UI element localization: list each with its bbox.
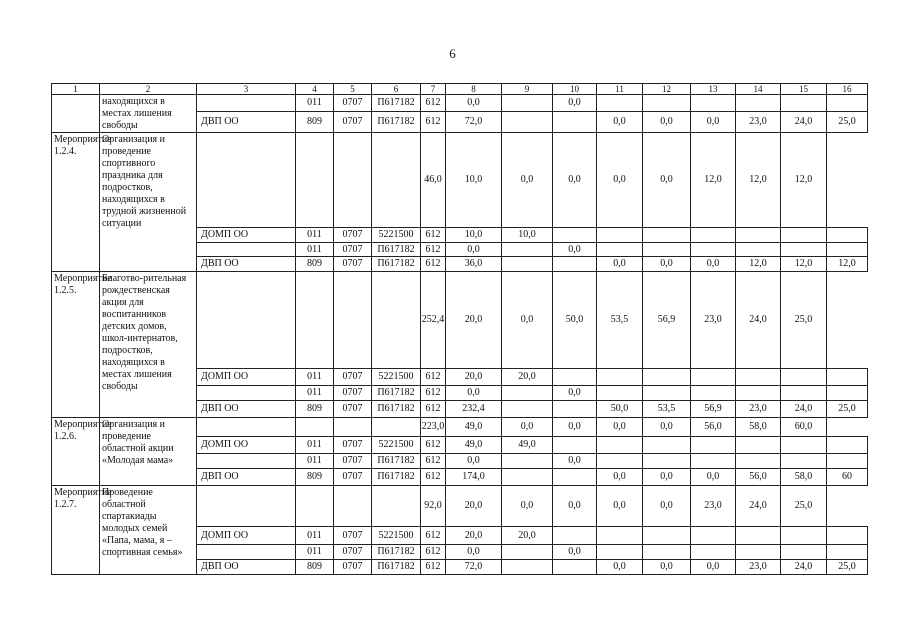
fund-cell: ДВП ОО — [197, 257, 296, 272]
value-cell: 011 — [296, 545, 334, 560]
value-cell — [691, 437, 736, 454]
value-cell: П617182 — [372, 95, 421, 112]
value-cell — [691, 545, 736, 560]
total-value-cell: 0,0 — [597, 133, 643, 228]
value-cell: 36,0 — [446, 257, 502, 272]
total-value-cell: 53,5 — [597, 272, 643, 369]
value-cell — [691, 228, 736, 243]
value-cell: 0,0 — [553, 386, 597, 401]
table-row — [52, 272, 868, 369]
value-cell: 12,0 — [827, 257, 868, 272]
value-cell — [781, 437, 827, 454]
value-cell: П617182 — [372, 111, 421, 132]
value-cell: 49,0 — [446, 437, 502, 454]
total-value-cell — [296, 272, 334, 369]
value-cell: 809 — [296, 469, 334, 486]
value-cell — [643, 228, 691, 243]
total-value-cell: 252,4 — [421, 272, 446, 369]
total-value-cell — [197, 486, 296, 527]
value-cell: 56,9 — [691, 401, 736, 418]
value-cell — [691, 527, 736, 545]
column-number-header: 10 — [553, 84, 597, 95]
column-number-header: 15 — [781, 84, 827, 95]
value-cell: 25,0 — [827, 401, 868, 418]
column-number-header: 4 — [296, 84, 334, 95]
value-cell: 10,0 — [446, 228, 502, 243]
value-cell — [827, 437, 868, 454]
value-cell: П617182 — [372, 401, 421, 418]
value-cell: 0,0 — [553, 454, 597, 469]
total-value-cell: 12,0 — [736, 133, 781, 228]
value-cell: П617182 — [372, 560, 421, 575]
total-value-cell: 0,0 — [643, 486, 691, 527]
total-value-cell: 92,0 — [421, 486, 446, 527]
value-cell — [691, 369, 736, 386]
value-cell: 174,0 — [446, 469, 502, 486]
value-cell: 612 — [421, 469, 446, 486]
column-number-header: 12 — [643, 84, 691, 95]
value-cell: 612 — [421, 228, 446, 243]
value-cell: 612 — [421, 527, 446, 545]
value-cell — [597, 243, 643, 257]
value-cell: 612 — [421, 386, 446, 401]
total-value-cell: 56,0 — [691, 418, 736, 437]
value-cell: 0,0 — [446, 454, 502, 469]
value-cell — [736, 243, 781, 257]
value-cell — [597, 545, 643, 560]
value-cell: П617182 — [372, 386, 421, 401]
value-cell: 011 — [296, 369, 334, 386]
event-label-cell: Мероприятие 1.2.5. — [52, 272, 100, 418]
value-cell: 612 — [421, 369, 446, 386]
value-cell: 20,0 — [446, 527, 502, 545]
value-cell — [643, 527, 691, 545]
total-value-cell: 23,0 — [691, 272, 736, 369]
value-cell: 0,0 — [446, 243, 502, 257]
total-value-cell: 0,0 — [553, 418, 597, 437]
value-cell: 5221500 — [372, 228, 421, 243]
value-cell — [781, 228, 827, 243]
value-cell — [827, 369, 868, 386]
value-cell — [643, 243, 691, 257]
value-cell — [643, 545, 691, 560]
event-label-cell: Мероприятие 1.2.4. — [52, 133, 100, 272]
total-value-cell: 0,0 — [502, 486, 553, 527]
event-label-cell: Мероприятие 1.2.6. — [52, 418, 100, 486]
value-cell: 60 — [827, 469, 868, 486]
value-cell — [553, 437, 597, 454]
value-cell: 011 — [296, 437, 334, 454]
column-number-header: 16 — [827, 84, 868, 95]
total-value-cell — [296, 133, 334, 228]
total-value-cell: 50,0 — [553, 272, 597, 369]
value-cell — [781, 454, 827, 469]
value-cell: 0,0 — [691, 469, 736, 486]
value-cell: 0,0 — [643, 469, 691, 486]
event-name-cell: Организация и проведение областной акции «Молодая мама» — [100, 418, 197, 486]
value-cell — [502, 469, 553, 486]
fund-cell: ДВП ОО — [197, 401, 296, 418]
column-number-header: 14 — [736, 84, 781, 95]
value-cell: 50,0 — [597, 401, 643, 418]
value-cell: 0707 — [334, 95, 372, 112]
event-name-cell: Благотво-рительная рождественская акция для воспитанников детских домов, школ-интернатов, подростков, находящихся в местах лишения свободы — [100, 272, 197, 418]
value-cell: 011 — [296, 386, 334, 401]
value-cell: 612 — [421, 401, 446, 418]
value-cell: 72,0 — [446, 111, 502, 132]
value-cell: 0707 — [334, 437, 372, 454]
value-cell: 58,0 — [781, 469, 827, 486]
event-label-cell: Мероприятие 1.2.7. — [52, 486, 100, 575]
value-cell: 0,0 — [691, 257, 736, 272]
value-cell: 0,0 — [597, 560, 643, 575]
value-cell: 0707 — [334, 386, 372, 401]
value-cell — [502, 560, 553, 575]
total-value-cell — [334, 486, 372, 527]
value-cell — [597, 369, 643, 386]
fund-cell: ДОМП ОО — [197, 437, 296, 454]
total-value-cell: 0,0 — [597, 486, 643, 527]
column-number-header: 9 — [502, 84, 553, 95]
total-value-cell — [197, 133, 296, 228]
value-cell: 53,5 — [643, 401, 691, 418]
event-name-cell: Организация и проведение спортивного праздника для подростков, находящихся в трудной жизненной ситуации — [100, 133, 197, 272]
value-cell: 0707 — [334, 111, 372, 132]
total-value-cell — [296, 418, 334, 437]
value-cell: 0,0 — [691, 111, 736, 132]
value-cell: 0707 — [334, 228, 372, 243]
column-number-header: 13 — [691, 84, 736, 95]
value-cell: 612 — [421, 243, 446, 257]
fund-cell: ДВП ОО — [197, 111, 296, 132]
value-cell: 0707 — [334, 545, 372, 560]
total-value-cell: 0,0 — [553, 133, 597, 228]
total-value-cell: 58,0 — [736, 418, 781, 437]
value-cell: 0,0 — [553, 95, 597, 112]
value-cell: 0707 — [334, 369, 372, 386]
value-cell — [643, 95, 691, 112]
event-label-cell — [52, 95, 100, 133]
total-value-cell: 60,0 — [781, 418, 827, 437]
table-row — [52, 418, 868, 437]
total-value-cell: 12,0 — [781, 133, 827, 228]
table-row — [52, 84, 868, 95]
value-cell — [827, 95, 868, 112]
value-cell — [691, 386, 736, 401]
value-cell: 612 — [421, 454, 446, 469]
value-cell — [597, 454, 643, 469]
total-value-cell: 12,0 — [691, 133, 736, 228]
total-value-cell: 0,0 — [502, 418, 553, 437]
value-cell: 25,0 — [827, 111, 868, 132]
total-value-cell — [197, 418, 296, 437]
value-cell: 809 — [296, 560, 334, 575]
value-cell: 10,0 — [502, 228, 553, 243]
value-cell: 0,0 — [446, 545, 502, 560]
value-cell — [553, 228, 597, 243]
value-cell: 612 — [421, 560, 446, 575]
value-cell: 24,0 — [781, 560, 827, 575]
value-cell: 23,0 — [736, 111, 781, 132]
value-cell — [781, 386, 827, 401]
column-number-header: 5 — [334, 84, 372, 95]
value-cell — [553, 560, 597, 575]
value-cell — [643, 454, 691, 469]
value-cell: 0,0 — [597, 469, 643, 486]
total-value-cell: 56,9 — [643, 272, 691, 369]
value-cell: 612 — [421, 111, 446, 132]
budget-table — [51, 83, 868, 575]
value-cell — [553, 111, 597, 132]
event-name-cell: находящихся в местах лишения свободы — [100, 95, 197, 133]
value-cell — [597, 95, 643, 112]
value-cell — [553, 369, 597, 386]
value-cell: 5221500 — [372, 369, 421, 386]
total-value-cell — [296, 486, 334, 527]
value-cell: 011 — [296, 243, 334, 257]
value-cell: 20,0 — [446, 369, 502, 386]
value-cell: 809 — [296, 257, 334, 272]
value-cell — [827, 228, 868, 243]
total-value-cell — [334, 133, 372, 228]
value-cell — [736, 527, 781, 545]
total-value-cell — [372, 272, 421, 369]
total-value-cell — [334, 272, 372, 369]
value-cell: 24,0 — [781, 401, 827, 418]
value-cell — [736, 369, 781, 386]
value-cell — [502, 257, 553, 272]
value-cell: 011 — [296, 454, 334, 469]
fund-cell — [197, 454, 296, 469]
total-value-cell — [334, 418, 372, 437]
table-row — [52, 486, 868, 527]
total-value-cell: 0,0 — [643, 418, 691, 437]
value-cell: 0707 — [334, 454, 372, 469]
value-cell — [827, 527, 868, 545]
total-value-cell: 0,0 — [597, 418, 643, 437]
value-cell: 49,0 — [502, 437, 553, 454]
value-cell — [736, 228, 781, 243]
value-cell: 0,0 — [553, 243, 597, 257]
value-cell: П617182 — [372, 257, 421, 272]
total-value-cell — [197, 272, 296, 369]
value-cell — [502, 386, 553, 401]
value-cell: 0707 — [334, 469, 372, 486]
value-cell: 5221500 — [372, 437, 421, 454]
total-value-cell: 24,0 — [736, 272, 781, 369]
value-cell — [827, 454, 868, 469]
value-cell — [502, 545, 553, 560]
value-cell: 12,0 — [781, 257, 827, 272]
value-cell: П617182 — [372, 454, 421, 469]
column-number-header: 6 — [372, 84, 421, 95]
value-cell — [736, 545, 781, 560]
fund-cell — [197, 545, 296, 560]
column-number-header: 3 — [197, 84, 296, 95]
total-value-cell: 223,0 — [421, 418, 446, 437]
value-cell — [781, 243, 827, 257]
value-cell — [553, 257, 597, 272]
table-row — [52, 95, 868, 112]
value-cell: 011 — [296, 527, 334, 545]
value-cell: 0,0 — [446, 95, 502, 112]
value-cell: 612 — [421, 437, 446, 454]
value-cell: 0707 — [334, 243, 372, 257]
total-value-cell — [372, 133, 421, 228]
page-number: 6 — [449, 46, 456, 61]
value-cell: 011 — [296, 95, 334, 112]
fund-cell: ДВП ОО — [197, 469, 296, 486]
total-value-cell — [372, 418, 421, 437]
value-cell: 612 — [421, 95, 446, 112]
value-cell: 232,4 — [446, 401, 502, 418]
value-cell: 25,0 — [827, 560, 868, 575]
value-cell: 5221500 — [372, 527, 421, 545]
value-cell — [502, 243, 553, 257]
value-cell — [643, 369, 691, 386]
value-cell — [691, 95, 736, 112]
value-cell — [736, 95, 781, 112]
value-cell: 0707 — [334, 257, 372, 272]
fund-cell: ДОМП ОО — [197, 228, 296, 243]
value-cell: 20,0 — [502, 369, 553, 386]
value-cell: 20,0 — [502, 527, 553, 545]
value-cell: 0,0 — [643, 257, 691, 272]
fund-cell: ДВП ОО — [197, 560, 296, 575]
total-value-cell: 10,0 — [446, 133, 502, 228]
value-cell: 0,0 — [597, 257, 643, 272]
fund-cell — [197, 243, 296, 257]
value-cell — [781, 369, 827, 386]
value-cell: 612 — [421, 257, 446, 272]
value-cell: 0707 — [334, 527, 372, 545]
table-row — [52, 133, 868, 228]
value-cell — [691, 243, 736, 257]
total-value-cell: 0,0 — [643, 133, 691, 228]
value-cell: 0,0 — [446, 386, 502, 401]
total-value-cell: 46,0 — [421, 133, 446, 228]
value-cell — [827, 545, 868, 560]
value-cell: 0,0 — [643, 560, 691, 575]
value-cell: 12,0 — [736, 257, 781, 272]
total-value-cell: 0,0 — [502, 272, 553, 369]
value-cell — [827, 386, 868, 401]
total-value-cell — [372, 486, 421, 527]
value-cell — [553, 527, 597, 545]
value-cell — [502, 454, 553, 469]
value-cell — [643, 437, 691, 454]
value-cell — [643, 386, 691, 401]
value-cell — [597, 527, 643, 545]
value-cell — [597, 228, 643, 243]
value-cell — [502, 95, 553, 112]
value-cell — [781, 527, 827, 545]
value-cell: 23,0 — [736, 560, 781, 575]
total-value-cell: 25,0 — [781, 272, 827, 369]
value-cell: 23,0 — [736, 401, 781, 418]
value-cell — [553, 401, 597, 418]
event-name-cell: Проведение областной спартакиады молодых семей «Папа, мама, я – спортивная семья» — [100, 486, 197, 575]
total-value-cell: 49,0 — [446, 418, 502, 437]
value-cell — [597, 437, 643, 454]
total-value-cell: 20,0 — [446, 272, 502, 369]
total-value-cell: 0,0 — [502, 133, 553, 228]
value-cell — [736, 386, 781, 401]
total-value-cell: 23,0 — [691, 486, 736, 527]
column-number-header: 11 — [597, 84, 643, 95]
value-cell: 0,0 — [691, 560, 736, 575]
value-cell — [502, 111, 553, 132]
value-cell: 0707 — [334, 401, 372, 418]
value-cell: 809 — [296, 401, 334, 418]
fund-cell — [197, 95, 296, 112]
value-cell: 0,0 — [597, 111, 643, 132]
total-value-cell: 24,0 — [736, 486, 781, 527]
column-number-header: 8 — [446, 84, 502, 95]
fund-cell: ДОМП ОО — [197, 527, 296, 545]
column-number-header: 2 — [100, 84, 197, 95]
total-value-cell: 20,0 — [446, 486, 502, 527]
value-cell — [691, 454, 736, 469]
fund-cell — [197, 386, 296, 401]
column-number-header: 7 — [421, 84, 446, 95]
value-cell: 0,0 — [643, 111, 691, 132]
value-cell: П617182 — [372, 243, 421, 257]
total-value-cell: 0,0 — [553, 486, 597, 527]
value-cell: 24,0 — [781, 111, 827, 132]
fund-cell: ДОМП ОО — [197, 369, 296, 386]
total-value-cell: 25,0 — [781, 486, 827, 527]
value-cell: 809 — [296, 111, 334, 132]
value-cell — [597, 386, 643, 401]
value-cell — [553, 469, 597, 486]
value-cell: 612 — [421, 545, 446, 560]
value-cell — [781, 95, 827, 112]
value-cell — [781, 545, 827, 560]
value-cell: 011 — [296, 228, 334, 243]
value-cell — [736, 454, 781, 469]
value-cell — [502, 401, 553, 418]
value-cell: П617182 — [372, 469, 421, 486]
value-cell: 72,0 — [446, 560, 502, 575]
value-cell — [736, 437, 781, 454]
value-cell: П617182 — [372, 545, 421, 560]
value-cell: 56,0 — [736, 469, 781, 486]
column-number-header: 1 — [52, 84, 100, 95]
value-cell: 0,0 — [553, 545, 597, 560]
value-cell: 0707 — [334, 560, 372, 575]
value-cell — [827, 243, 868, 257]
